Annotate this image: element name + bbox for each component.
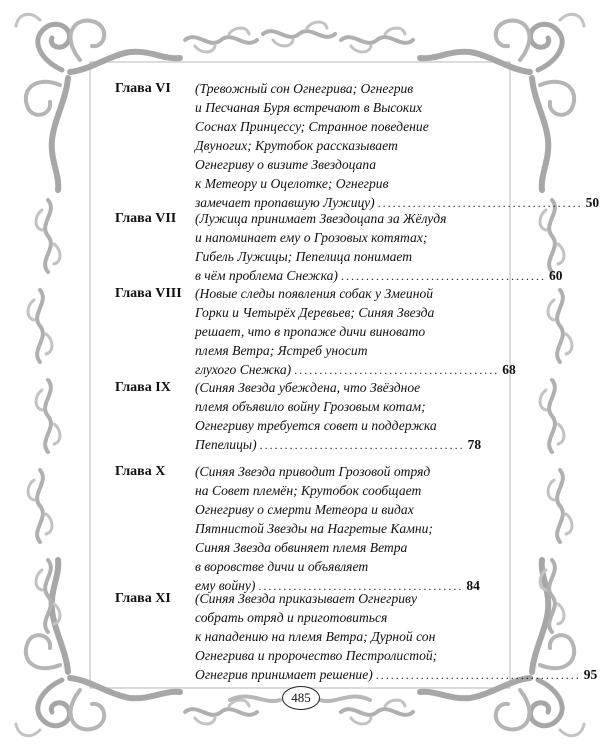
chapter-label: Глава XI xyxy=(115,591,171,606)
description-line: (Синяя Звезда приводит Грозовой отряд xyxy=(195,464,431,479)
chapter-label: Глава X xyxy=(115,464,166,479)
description-line: Соснах Принцессу; Странное поведение xyxy=(195,119,429,134)
page-number: 60 xyxy=(548,268,563,283)
dot-leader: ......................................... xyxy=(340,269,546,283)
folio-page-number: 485 xyxy=(282,686,320,710)
description-line: Гибель Лужицы; Пепелица понимает xyxy=(195,249,413,264)
description-line: (Лужица принимает Звездоцапа за Жёлудя xyxy=(195,211,447,226)
description-line: решает, что в пропаже дичи виновато xyxy=(195,324,426,339)
description-line: Горки и Четырёх Деревьев; Синяя Звезда xyxy=(195,305,435,320)
description-line: (Новые следы появления собак у Змеиной xyxy=(195,286,434,301)
description-line: в воровстве дичи и объявляет xyxy=(195,559,369,574)
description-line: Огнегрива и пророчество Пестролистой; xyxy=(195,648,438,663)
description-line: (Синяя Звезда убеждена, что Звёздное xyxy=(195,380,421,395)
description-line: и Песчаная Буря встречают в Высоких xyxy=(195,100,423,115)
chapter-label: Глава VIII xyxy=(115,286,182,301)
description-line: Двуногих; Крутобок рассказывает xyxy=(195,138,398,153)
dot-leader: ......................................... xyxy=(375,668,581,682)
page-number: 50 xyxy=(585,195,600,210)
dot-leader: ......................................... xyxy=(294,363,500,377)
description-line: Огнегриву требуется совет и поддержка xyxy=(195,418,437,433)
chapter-description xyxy=(195,378,482,455)
page-number: 68 xyxy=(502,362,516,377)
description-line: Синяя Звезда обвиняет племя Ветра xyxy=(195,540,408,555)
page-number: 84 xyxy=(466,578,480,593)
description-line: собрать отряд и приготовиться xyxy=(195,610,388,625)
description-line: и напоминает ему о Грозовых котятах; xyxy=(195,230,428,245)
description-line: Огнегриву о смерти Метеора и видах xyxy=(195,502,414,517)
description-line: (Синяя Звезда приказывает Огнегриву xyxy=(195,591,417,606)
dot-leader: ......................................... xyxy=(377,196,583,210)
chapter-label: Глава VI xyxy=(115,81,171,96)
dot-leader: ......................................... xyxy=(258,579,464,593)
description-last-line: в чём проблема Снежка) ......................................... 60 xyxy=(195,266,468,286)
description-line: племя объявило войну Грозовым котам; xyxy=(195,399,426,414)
chapter-label: Глава VII xyxy=(115,211,177,226)
description-line: Огнегриву о визите Звездоцапа xyxy=(195,157,377,172)
page-number: 78 xyxy=(467,437,482,452)
description-line: Пятнистой Звезды на Нагретые Камни; xyxy=(195,521,433,536)
dot-leader: ......................................... xyxy=(259,438,465,452)
description-last-line: глухого Снежка) ......................................... 68 xyxy=(195,360,468,380)
description-line: к Метеору и Оцелотке; Огнегрив xyxy=(195,176,389,191)
description-last-line: Пепелицы) ......................................... 78 xyxy=(195,435,468,455)
chapter-description xyxy=(195,79,600,213)
description-last-line: Огнегрив принимает решение) ......................................... 95 xyxy=(195,665,468,685)
description-line: племя Ветра; Ястреб уносит xyxy=(195,343,368,358)
page-number: 95 xyxy=(583,667,598,682)
description-line: (Тревожный сон Огнегрива; Огнегрив xyxy=(195,81,414,96)
chapter-label: Глава IX xyxy=(115,380,171,395)
chapter-description xyxy=(195,589,598,685)
description-last-line: ему войну) ......................................... 84 xyxy=(195,576,468,596)
description-line: к нападению на племя Ветра; Дурной сон xyxy=(195,629,436,644)
description-last-line: замечает пропавшую Лужицу) ......................................... 50 xyxy=(195,193,468,213)
description-line: на Совет племён; Крутобок сообщает xyxy=(195,483,422,498)
chapter-description xyxy=(195,284,516,380)
chapter-description xyxy=(195,462,480,596)
chapter-description xyxy=(195,209,563,286)
